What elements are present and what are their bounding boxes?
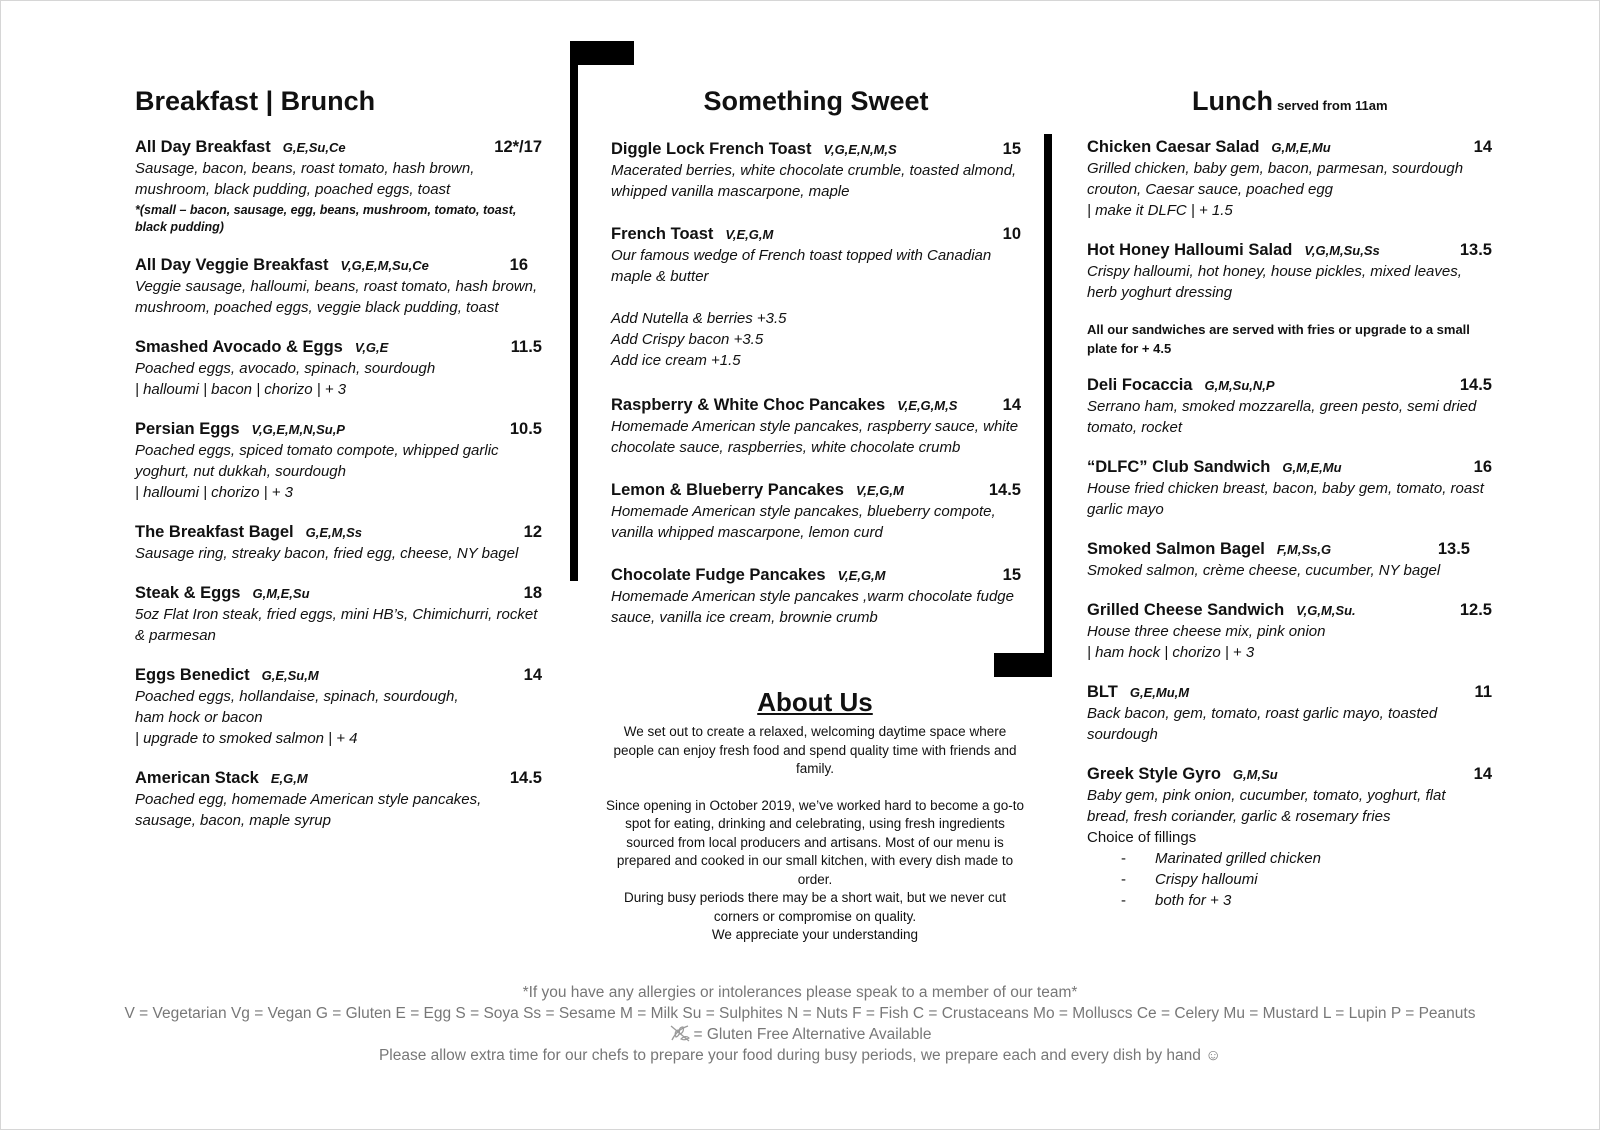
allergen-codes: G,M,E,Mu bbox=[1271, 140, 1331, 155]
menu-item bbox=[135, 522, 542, 564]
allergen-codes: G,E,Mu,M bbox=[1129, 685, 1190, 700]
allergen-codes: G,E,Su,Ce bbox=[282, 140, 346, 155]
menu-item bbox=[1087, 240, 1492, 303]
sweet-title: Something Sweet bbox=[703, 86, 929, 116]
lunch-title bbox=[1087, 82, 1492, 120]
breakfast-column bbox=[135, 82, 542, 850]
item-price: 18 bbox=[523, 584, 542, 602]
bracket-left-vertical bbox=[570, 41, 578, 581]
item-price: 14 bbox=[1473, 138, 1492, 156]
bracket-right-bottom bbox=[994, 653, 1052, 677]
item-name: Hot Honey Halloumi Salad bbox=[1087, 241, 1293, 259]
item-price: 14 bbox=[1473, 765, 1492, 783]
item-price: 13.5 bbox=[1459, 241, 1492, 259]
item-description: Crispy halloumi, hot honey, house pickles, mixed leaves, herb yoghurt dressing bbox=[1087, 263, 1462, 301]
allergen-codes: V,G,E bbox=[354, 340, 389, 355]
allergen-codes: G,M,Su bbox=[1232, 767, 1278, 782]
menu-item bbox=[135, 255, 542, 318]
menu-item bbox=[1087, 539, 1492, 581]
item-name: Lemon & Blueberry Pancakes bbox=[611, 481, 844, 499]
item-name: Eggs Benedict bbox=[135, 666, 250, 684]
item-note: *(small – bacon, sausage, egg, beans, mushroom, tomato, toast, black pudding) bbox=[135, 203, 517, 234]
allergen-legend: V = Vegetarian Vg = Vegan G = Gluten E = Egg S = Soya Ss = Sesame M = Milk Su = Sulphites N = Nuts F = Fish C = Crustaceans Mo = Molluscs Ce = Celery Mu = Mustard L = Lupin P = Peanuts bbox=[124, 1005, 1476, 1022]
item-name: The Breakfast Bagel bbox=[135, 523, 294, 541]
add-ons-list bbox=[611, 308, 1021, 371]
about-paragraph: We appreciate your understanding bbox=[711, 927, 919, 942]
item-name: BLT bbox=[1087, 683, 1118, 701]
item-price: 10.5 bbox=[509, 420, 542, 438]
allergen-codes: V,G,M,Su. bbox=[1296, 603, 1356, 618]
item-extras: | ham hock | chorizo | + 3 bbox=[1087, 644, 1255, 661]
item-name: All Day Breakfast bbox=[135, 138, 271, 156]
about-paragraph: We set out to create a relaxed, welcoming daytime space where people can enjoy fresh food and spend quality time with friends and family. bbox=[613, 724, 1017, 776]
bracket-right-vertical bbox=[1044, 134, 1052, 677]
item-price: 13.5 bbox=[1437, 540, 1470, 558]
menu-item bbox=[135, 768, 542, 831]
busy-period-note: Please allow extra time for our chefs to prepare your food during busy periods, we prepare each and every dish by hand ☺ bbox=[378, 1047, 1222, 1064]
allergen-codes: V,E,G,M,S bbox=[897, 398, 958, 413]
item-price: 12*/17 bbox=[494, 138, 542, 156]
item-name: Smoked Salmon Bagel bbox=[1087, 540, 1265, 558]
allergen-codes: V,E,G,M bbox=[725, 227, 774, 242]
allergen-codes: G,E,Su,M bbox=[261, 668, 319, 683]
menu-item bbox=[1087, 764, 1492, 911]
item-description: House fried chicken breast, bacon, baby gem, tomato, roast garlic mayo bbox=[1087, 480, 1484, 518]
item-name: All Day Veggie Breakfast bbox=[135, 256, 329, 274]
item-extras: | upgrade to smoked salmon | + 4 bbox=[135, 730, 358, 747]
item-description: Sausage, bacon, beans, roast tomato, hash brown, mushroom, black pudding, poached eggs, toast bbox=[135, 160, 475, 198]
breakfast-title: Breakfast | Brunch bbox=[135, 86, 376, 116]
allergen-codes: F,M,Ss,G bbox=[1276, 542, 1332, 557]
item-description: Veggie sausage, halloumi, beans, roast tomato, hash brown, mushroom, poached eggs, veggie black pudding, toast bbox=[135, 278, 538, 316]
item-description: Sausage ring, streaky bacon, fried egg, cheese, NY bagel bbox=[135, 545, 519, 562]
gluten-free-leaf-icon bbox=[669, 1024, 691, 1042]
menu-item bbox=[135, 337, 542, 400]
item-price: 10 bbox=[1002, 225, 1021, 243]
menu-item bbox=[611, 224, 1021, 287]
item-price: 14.5 bbox=[1459, 376, 1492, 394]
item-price: 16 bbox=[1473, 458, 1492, 476]
item-extras: | make it DLFC | + 1.5 bbox=[1087, 202, 1233, 219]
menu-item bbox=[135, 419, 542, 503]
allergen-codes: G,M,Su,N,P bbox=[1204, 378, 1275, 393]
item-price: 14 bbox=[523, 666, 542, 684]
item-name: French Toast bbox=[611, 225, 714, 243]
item-extras: | halloumi | chorizo | + 3 bbox=[135, 484, 294, 501]
item-description: Our famous wedge of French toast topped with Canadian maple & butter bbox=[611, 247, 992, 285]
item-description: Grilled chicken, baby gem, bacon, parmesan, sourdough crouton, Caesar sauce, poached egg bbox=[1087, 160, 1464, 198]
menu-item bbox=[611, 139, 1021, 202]
item-description: 5oz Flat Iron steak, fried eggs, mini HB’s, Chimichurri, rocket & parmesan bbox=[135, 606, 538, 644]
allergen-codes: V,G,E,M,Su,Ce bbox=[340, 258, 429, 273]
menu-item bbox=[135, 137, 542, 236]
allergen-codes: G,M,E,Su bbox=[252, 586, 310, 601]
lunch-title-text: Lunch bbox=[1192, 86, 1273, 116]
item-price: 14.5 bbox=[988, 481, 1021, 499]
item-price: 16 bbox=[509, 256, 528, 274]
filling-choice: - Crispy halloumi bbox=[1087, 869, 1492, 890]
allergen-codes: E,G,M bbox=[270, 771, 308, 786]
sweet-items bbox=[611, 139, 1021, 628]
allergen-codes: G,M,E,Mu bbox=[1282, 460, 1342, 475]
item-price: 11.5 bbox=[510, 338, 542, 356]
item-name: Diggle Lock French Toast bbox=[611, 140, 812, 158]
item-description: Poached eggs, avocado, spinach, sourdough bbox=[135, 360, 436, 377]
add-on-item: Add Nutella & berries +3.5 bbox=[611, 310, 787, 327]
item-price: 15 bbox=[1002, 140, 1021, 158]
menu-item bbox=[1087, 600, 1492, 663]
menu-item bbox=[611, 565, 1021, 628]
lunch-items bbox=[1087, 137, 1492, 911]
item-name: Greek Style Gyro bbox=[1087, 765, 1221, 783]
item-price: 12 bbox=[523, 523, 542, 541]
allergy-note: *If you have any allergies or intolerances please speak to a member of our team* bbox=[522, 984, 1078, 1001]
allergen-codes: V,E,G,M bbox=[837, 568, 886, 583]
allergen-codes: V,G,E,N,M,S bbox=[823, 142, 897, 157]
filling-choice: - both for + 3 bbox=[1087, 890, 1492, 911]
item-name: Steak & Eggs bbox=[135, 584, 241, 602]
about-paragraph: Since opening in October 2019, we’ve worked hard to become a go-to spot for eating, drinking and celebrating, using fresh ingredients sourced from local producers and artisans. Most of our menu is prepared and cooked in our small kitchen, with every dish made to order. bbox=[605, 797, 1024, 887]
gluten-free-note bbox=[0, 1024, 1600, 1045]
item-description: Poached eggs, hollandaise, spinach, sourdough, ham hock or bacon bbox=[135, 688, 459, 726]
lunch-column bbox=[1087, 82, 1492, 930]
item-extras: | halloumi | bacon | chorizo | + 3 bbox=[135, 381, 347, 398]
item-price: 12.5 bbox=[1459, 601, 1492, 619]
item-price: 11 bbox=[1474, 683, 1492, 701]
breakfast-items bbox=[135, 137, 542, 831]
add-on-item: Add Crispy bacon +3.5 bbox=[611, 331, 764, 348]
footer bbox=[0, 982, 1600, 1066]
item-name: Smashed Avocado & Eggs bbox=[135, 338, 343, 356]
item-description: Back bacon, gem, tomato, roast garlic mayo, toasted sourdough bbox=[1087, 705, 1438, 743]
item-description: Poached egg, homemade American style pancakes, sausage, bacon, maple syrup bbox=[135, 791, 482, 829]
item-price: 15 bbox=[1002, 566, 1021, 584]
item-name: Raspberry & White Choc Pancakes bbox=[611, 396, 886, 414]
sandwich-note: All our sandwiches are served with fries or upgrade to a small plate for + 4.5 bbox=[1087, 322, 1470, 356]
item-description: Baby gem, pink onion, cucumber, tomato, yoghurt, flat bread, fresh coriander, garlic & rosemary fries bbox=[1087, 787, 1446, 825]
menu-item bbox=[1087, 137, 1492, 221]
item-description: House three cheese mix, pink onion bbox=[1087, 623, 1326, 640]
item-description: Homemade American style pancakes, blueberry compote, vanilla whipped mascarpone, lemon curd bbox=[611, 503, 996, 541]
menu-item bbox=[1087, 682, 1492, 745]
item-description: Macerated berries, white chocolate crumble, toasted almond, whipped vanilla mascarpone, maple bbox=[611, 162, 1017, 200]
item-name: “DLFC” Club Sandwich bbox=[1087, 458, 1271, 476]
allergen-codes: V,G,E,M,N,Su,P bbox=[251, 422, 345, 437]
item-name: Chocolate Fudge Pancakes bbox=[611, 566, 826, 584]
item-description: Serrano ham, smoked mozzarella, green pesto, semi dried tomato, rocket bbox=[1087, 398, 1477, 436]
about-paragraph: During busy periods there may be a short wait, but we never cut corners or compromise on quality. bbox=[624, 890, 1006, 924]
sweet-column bbox=[611, 82, 1021, 647]
item-description: Smoked salmon, crème cheese, cucumber, NY bagel bbox=[1087, 562, 1441, 579]
item-name: Grilled Cheese Sandwich bbox=[1087, 601, 1285, 619]
item-name: Chicken Caesar Salad bbox=[1087, 138, 1260, 156]
item-name: Deli Focaccia bbox=[1087, 376, 1193, 394]
about-us-section bbox=[605, 685, 1025, 945]
menu-item bbox=[611, 395, 1021, 458]
menu-item bbox=[135, 583, 542, 646]
item-price: 14.5 bbox=[509, 769, 542, 787]
allergen-codes: G,E,M,Ss bbox=[305, 525, 363, 540]
menu-item bbox=[1087, 457, 1492, 520]
item-name: Persian Eggs bbox=[135, 420, 240, 438]
item-price: 14 bbox=[1002, 396, 1021, 414]
menu-item bbox=[611, 480, 1021, 543]
item-description: Homemade American style pancakes ,warm chocolate fudge sauce, vanilla ice cream, brownie crumb bbox=[611, 588, 1014, 626]
item-name: American Stack bbox=[135, 769, 259, 787]
allergen-codes: V,G,M,Su,Ss bbox=[1304, 243, 1380, 258]
lunch-subtitle: served from 11am bbox=[1277, 98, 1388, 113]
item-description: Poached eggs, spiced tomato compote, whipped garlic yoghurt, nut dukkah, sourdough bbox=[135, 442, 499, 480]
menu-item bbox=[1087, 375, 1492, 438]
bracket-left-top bbox=[570, 41, 634, 65]
menu-item bbox=[135, 665, 542, 749]
choice-label: Choice of fillings bbox=[1087, 829, 1197, 846]
item-description: Homemade American style pancakes, raspberry sauce, white chocolate sauce, raspberries, white chocolate crumb bbox=[611, 418, 1019, 456]
about-us-title: About Us bbox=[757, 687, 873, 717]
filling-choices bbox=[1087, 848, 1492, 911]
filling-choice: - Marinated grilled chicken bbox=[1087, 848, 1492, 869]
add-on-item: Add ice cream +1.5 bbox=[611, 352, 741, 369]
gluten-free-text: = Gluten Free Alternative Available bbox=[693, 1026, 932, 1043]
paragraph-spacer bbox=[605, 779, 1025, 797]
allergen-codes: V,E,G,M bbox=[855, 483, 904, 498]
